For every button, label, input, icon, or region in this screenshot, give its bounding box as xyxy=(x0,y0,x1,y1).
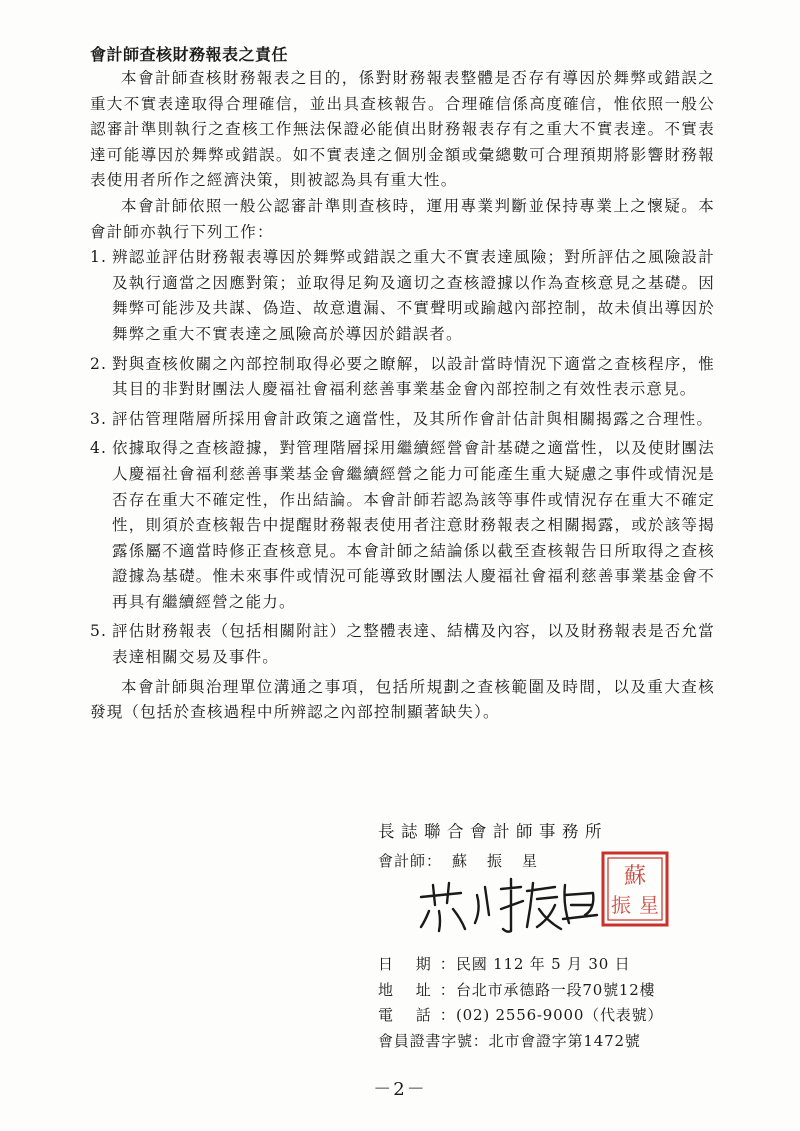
seal-char-2: 振 xyxy=(611,893,631,917)
list-item xyxy=(90,407,715,433)
paragraph-purpose: 本會計師查核財務報表之目的，係對財務報表整體是否存有導因於舞弊或錯誤之重大不實表達取得合理確信，並出具查核報告。合理確信係高度確信，惟依照一般公認審計準則執行之查核工作無法保證必能偵出財務報表存有之重大不實表達。不實表達可能導因於舞弊或錯誤。如不實表達之個別金額或彙總數可合理預期將影響財務報表使用者所作之經濟決策，則被認為具有重大性。 xyxy=(90,69,715,190)
date-value: 民國 112 年 5 月 30 日 xyxy=(456,955,631,973)
item-number: 4. xyxy=(90,439,108,458)
address-row xyxy=(378,978,663,1004)
section-title: 會計師查核財務報表之責任 xyxy=(90,45,289,64)
item-number: 1. xyxy=(90,248,108,267)
item-text: 對與查核攸關之內部控制取得必要之瞭解，以設計當時情況下適當之查核程序，惟其目的非對財團法人慶福社會福利慈善事業基金會內部控制之有效性表示意見。 xyxy=(112,354,715,399)
page-number: －2－ xyxy=(373,1079,427,1100)
firm-name: 長誌聯合會計師事務所 xyxy=(378,822,608,841)
phone-value: (02) 2556-9000（代表號） xyxy=(456,1006,664,1024)
license-value: 北市會證字第1472號 xyxy=(488,1031,641,1050)
date-row xyxy=(378,952,663,978)
item-number: 2. xyxy=(90,354,108,373)
list-item xyxy=(90,352,715,403)
phone-row xyxy=(378,1003,663,1029)
handwritten-signature xyxy=(415,875,600,935)
license-row xyxy=(378,1029,663,1055)
paragraph-procedures-intro: 本會計師依照一般公認審計準則查核時，運用專業判斷並保持專業上之懷疑。本會計師亦執行下列工作： xyxy=(90,196,715,241)
cpa-name: 蘇振星 xyxy=(452,852,558,870)
phone-label: 電 話： xyxy=(378,1006,464,1024)
date-label: 日 期： xyxy=(378,955,464,973)
procedures-list xyxy=(90,245,715,671)
item-number: 5. xyxy=(90,622,108,641)
cpa-label: 會計師： xyxy=(378,852,443,870)
item-text: 評估財務報表（包括相關附註）之整體表達、結構及內容，以及財務報表是否允當表達相關交易及事件。 xyxy=(112,622,715,667)
list-item xyxy=(90,245,715,347)
item-text: 評估管理階層所採用會計政策之適當性，及其所作會計估計與相關揭露之合理性。 xyxy=(112,409,714,428)
item-text: 辨認並評估財務報表導因於舞弊或錯誤之重大不實表達風險；對所評估之風險設計及執行適當之因應對策；並取得足夠及適切之查核證據以作為查核意見之基礎。因舞弊可能涉及共謀、偽造、故意遺漏、不實聲明或踰越內部控制，故未偵出導因於舞弊之重大不實表達之風險高於導因於錯誤者。 xyxy=(112,248,715,343)
seal-char-1: 蘇 xyxy=(623,864,647,889)
firm-info xyxy=(378,952,663,1054)
item-number: 3. xyxy=(90,409,108,428)
list-item xyxy=(90,436,715,615)
cpa-seal xyxy=(600,850,670,928)
address-label: 地 址： xyxy=(378,980,464,999)
license-label: 會員證書字號： xyxy=(378,1031,489,1050)
list-item xyxy=(90,619,715,670)
item-text: 依據取得之查核證據，對管理階層採用繼續經營會計基礎之適當性，以及使財團法人慶福社會福利慈善事業基金會繼續經營之能力可能產生重大疑慮之事件或情況是否存在重大不確定性，作出結論。本會計師若認為該等事件或情況存在重大不確定性，則須於查核報告中提醒財務報表使用者注意財務報表之相關揭露，或於該等揭露係屬不適當時修正查核意見。本會計師之結論係以截至查核報告日所取得之查核證據為基礎。惟未來事件或情況可能導致財團法人慶福社會福利慈善事業基金會不再具有繼續經營之能力。 xyxy=(112,439,715,611)
paragraph-governance: 本會計師與治理單位溝通之事項，包括所規劃之查核範圍及時間，以及重大查核發現（包括於查核過程中所辨認之內部控制顯著缺失）。 xyxy=(90,677,715,722)
address-value: 台北市承德路一段70號12樓 xyxy=(456,980,656,999)
seal-char-3: 星 xyxy=(639,893,659,917)
report-body xyxy=(90,66,715,726)
